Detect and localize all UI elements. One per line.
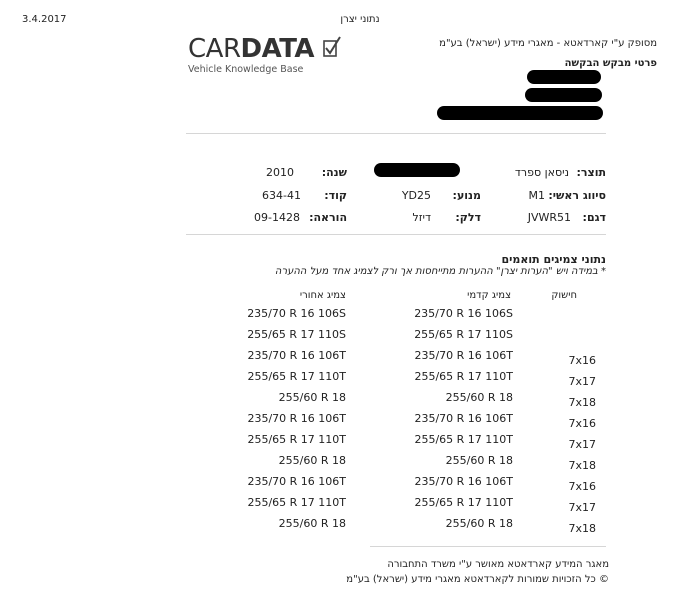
footer-copyright: © כל הזכויות שמורות לקארדאטא מאגרי מידע (ישראל) בע"מ [346,574,609,585]
front-tire-cell: 235/70 R 16 106T [414,412,513,425]
rear-tire-cell: 255/60 R 18 [278,391,346,404]
rear-tire-cell: 255/60 R 18 [278,517,346,530]
tires-section-title: נתוני צמיגים תואמים [501,253,606,266]
front-tire-cell: 235/70 R 16 106T [414,349,513,362]
rim-cell: 7x18 [568,396,596,409]
fuel-label: דלק: [455,211,481,224]
manufacturer-label: תוצר: [576,166,606,179]
col-header-front: צמיג קדמי [467,290,511,301]
rear-tire-cell: 235/70 R 16 106T [247,475,346,488]
year-value: 2010 [266,166,294,179]
rim-cell: 7x17 [568,375,596,388]
code-value: 634-41 [262,189,301,202]
col-header-rear: צמיג אחורי [299,290,346,301]
front-tire-cell: 255/65 R 17 110T [414,433,513,446]
divider [370,546,606,547]
front-tire-cell: 235/70 R 16 106T [414,475,513,488]
footer-approval: מאגר המידע קארדאטא מאושר ע"י משרד התחבורה [387,559,609,570]
supplied-by-text: מסופק ע"י קארדאטא - מאגרי מידע (ישראל) בע"מ [439,38,657,49]
rear-tire-cell: 255/65 R 17 110S [247,328,346,341]
front-tire-cell: 235/70 R 16 106S [414,307,513,320]
front-tire-cell: 255/65 R 17 110T [414,370,513,383]
rim-cell: 7x16 [568,354,596,367]
logo-text-light: CAR [188,34,241,64]
front-tire-cell: 255/60 R 18 [445,517,513,530]
front-tire-cell: 255/65 R 17 110S [414,328,513,341]
redacted-block [525,88,602,102]
rear-tire-cell: 235/70 R 16 106T [247,412,346,425]
rim-cell: 7x17 [568,438,596,451]
primary-class-label: סיווג ראשי: [548,189,606,202]
rim-cell: 7x18 [568,459,596,472]
code-label: קוד: [324,189,347,202]
page-title: נתוני יצרן [340,14,380,25]
divider [186,234,606,235]
front-tire-cell: 255/60 R 18 [445,391,513,404]
year-label: שנה: [321,166,347,179]
engine-label: מנוע: [452,189,481,202]
rim-cell: 7x18 [568,522,596,535]
rear-tire-cell: 255/65 R 17 110T [247,496,346,509]
checkmark-icon [323,36,341,58]
redacted-block [374,163,460,177]
logo-text-bold: DATA [240,34,315,64]
redacted-block [527,70,601,84]
fuel-value: דיזל [412,211,431,224]
instruction-value: 09-1428 [254,211,300,224]
model-label: דגם: [582,211,606,224]
tires-note: * במידה ויש "הערות יצרן" ההערות מתייחסות אך ורק לצמיג אחד מעל ההערה [274,266,606,277]
manufacturer-value: ניסאן ספרד [514,166,569,179]
rear-tire-cell: 255/65 R 17 110T [247,433,346,446]
logo-subtitle: Vehicle Knowledge Base [188,64,304,75]
model-value: JVWR51 [527,211,571,224]
requester-label: פרטי מבקש הבקשה [564,58,657,69]
rear-tire-cell: 255/60 R 18 [278,454,346,467]
front-tire-cell: 255/65 R 17 110T [414,496,513,509]
front-tire-cell: 255/60 R 18 [445,454,513,467]
report-date: 3.4.2017 [22,14,67,25]
rear-tire-cell: 235/70 R 16 106T [247,349,346,362]
rear-tire-cell: 235/70 R 16 106S [247,307,346,320]
divider [186,133,606,134]
rim-cell: 7x16 [568,480,596,493]
rim-cell: 7x16 [568,417,596,430]
rear-tire-cell: 255/65 R 17 110T [247,370,346,383]
cardata-logo [188,36,341,75]
logo-wordmark [188,36,341,62]
primary-class-value: M1 [528,189,545,202]
instruction-label: הוראה: [309,211,347,224]
engine-value: YD25 [401,189,431,202]
rim-cell: 7x17 [568,501,596,514]
redacted-block [437,106,603,120]
col-header-rim: חישוק [551,290,577,301]
